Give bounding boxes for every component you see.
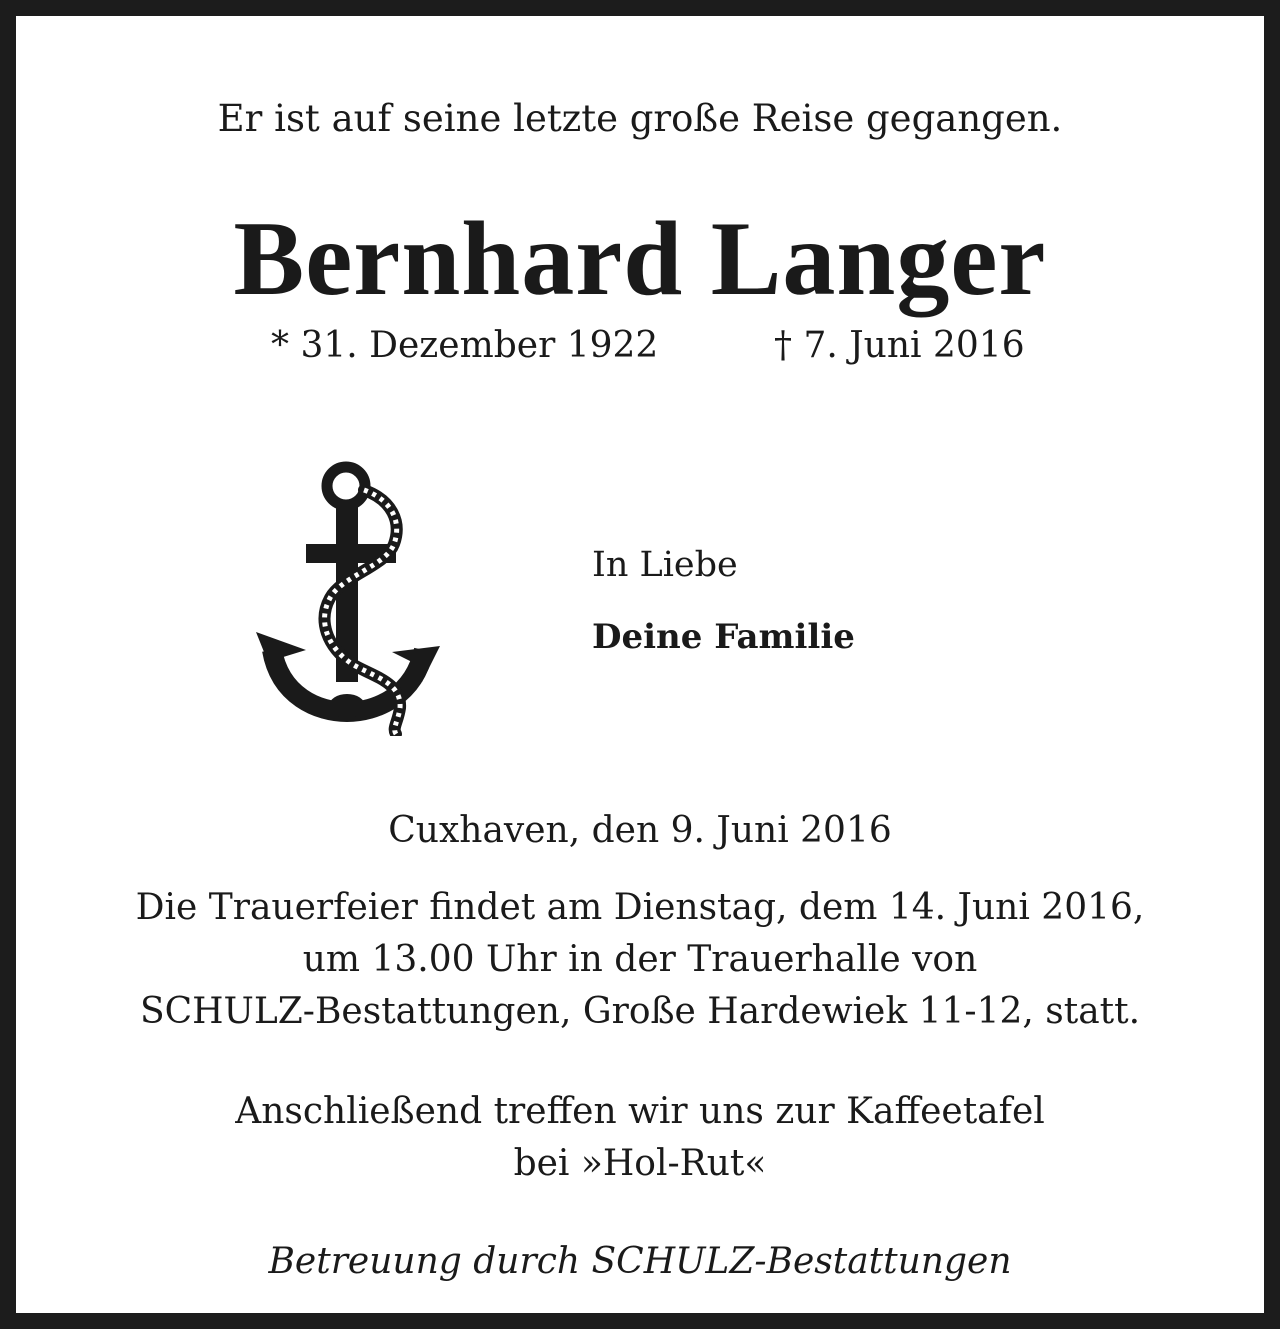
place-date: Cuxhaven, den 9. Juni 2016	[388, 810, 892, 851]
ceremony-line: Die Trauerfeier findet am Dienstag, dem 14. Juni 2016,	[135, 887, 1145, 928]
funeral-service-credit: Betreuung durch SCHULZ-Bestattungen	[268, 1241, 1012, 1282]
coffee-line: bei »Hol-Rut«	[513, 1143, 767, 1184]
coffee-info	[32, 1086, 1248, 1190]
ceremony-line: um 13.00 Uhr in der Trauerhalle von	[302, 939, 978, 980]
intro-text: Er ist auf seine letzte große Reise gegangen.	[217, 97, 1063, 140]
birth-date: * 31. Dezember 1922	[271, 325, 659, 366]
signature-family: Deine Familie	[592, 617, 855, 657]
ceremony-info	[32, 882, 1248, 1038]
coffee-line: Anschließend treffen wir uns zur Kaffeetafel	[235, 1091, 1045, 1132]
deceased-name: Bernhard Langer	[233, 200, 1047, 317]
anchor-icon	[252, 460, 444, 736]
closing-phrase: In Liebe	[592, 545, 738, 585]
death-date: † 7. Juni 2016	[774, 325, 1025, 366]
ceremony-line: SCHULZ-Bestattungen, Große Hardewiek 11-12, statt.	[139, 991, 1141, 1032]
